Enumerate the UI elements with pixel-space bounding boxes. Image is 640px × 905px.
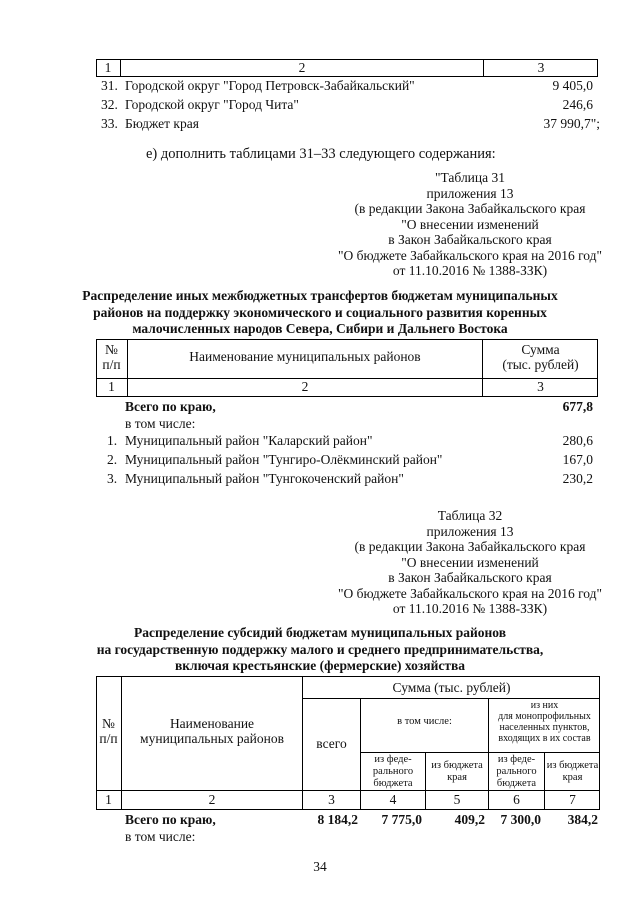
t32-head-total: всего xyxy=(316,736,347,751)
top-row-value: 246,6 xyxy=(562,97,593,112)
top-row-name: Городской округ "Город Чита" xyxy=(125,97,299,112)
t32-total-fed: 7 775,0 xyxy=(381,812,422,827)
t32-col-2: 2 xyxy=(208,792,216,807)
t31-head-num: № п/п xyxy=(102,342,121,372)
t32-total-reg: 409,2 xyxy=(454,812,485,827)
top-col-2: 2 xyxy=(298,60,306,75)
t32-col-3: 3 xyxy=(328,792,335,807)
t32-head-of-them: из них для монопрофильных населенных пунктов, входящих в их состав xyxy=(498,700,591,744)
t31-row-name: Муниципальный район "Каларский район" xyxy=(125,433,373,448)
t32-incl-label: в том числе: xyxy=(125,829,196,844)
t32-total-label: Всего по краю, xyxy=(125,812,216,827)
t32-head-sum: Сумма (тыс. рублей) xyxy=(392,680,511,695)
top-row-num: 33. xyxy=(101,116,118,131)
t32-head-num: № п/п xyxy=(99,716,118,746)
top-col-1: 1 xyxy=(104,60,112,75)
t32-head-fed: из феде- рального бюджета xyxy=(372,754,414,789)
t31-col-3: 3 xyxy=(537,379,544,394)
t31-row-value: 280,6 xyxy=(562,433,593,448)
top-row-value: 9 405,0 xyxy=(552,78,593,93)
top-col-3: 3 xyxy=(537,60,545,75)
t32-head-incl: в том числе: xyxy=(397,716,452,727)
t31-row-num: 2. xyxy=(107,452,118,467)
t31-row-num: 3. xyxy=(107,471,118,486)
t31-title: Распределение иных межбюджетных трансфертов бюджетам муниципальных районов на поддержку экономического и социального развития коренных малочисленных народов Севера, Сибири и Дальнего Востока xyxy=(82,288,558,336)
t31-row-num: 1. xyxy=(107,433,118,448)
top-row-name: Бюджет края xyxy=(125,116,199,131)
t31-row-value: 167,0 xyxy=(562,452,593,467)
t32-appendix: Таблица 32 приложения 13 (в редакции Закона Забайкальского края "О внесении изменений в Закон Забайкальского края "О бюджете Забайкальского края на 2016 год" от 11.10.2016 № 1388-ЗЗК) xyxy=(337,508,603,616)
page-number: 34 xyxy=(313,859,327,874)
t31-head-name: Наименование муниципальных районов xyxy=(189,349,421,364)
t32-title: Распределение субсидий бюджетам муниципальных районов на государственную поддержку малого и среднего предпринимательства, включая крестьянские (фермерские) хозяйства xyxy=(96,625,544,673)
top-row-num: 32. xyxy=(101,97,118,112)
t31-col-2: 2 xyxy=(301,379,309,394)
t32-head-name: Наименование муниципальных районов xyxy=(140,716,284,746)
t32-head-fed2: из феде- рального бюджета xyxy=(496,754,537,789)
t31-col-1: 1 xyxy=(108,379,115,394)
t32-total-all: 8 184,2 xyxy=(317,812,358,827)
t32-col-1: 1 xyxy=(105,792,112,807)
t31-row-name: Муниципальный район "Тунгокоченский район" xyxy=(125,471,404,486)
t31-head-sum: Сумма (тыс. рублей) xyxy=(502,342,579,372)
t31-incl-label: в том числе: xyxy=(125,416,196,431)
t32-col-6: 6 xyxy=(513,792,520,807)
t32-total-fed2: 7 300,0 xyxy=(500,812,541,827)
t32-col-4: 4 xyxy=(389,792,397,807)
t32-total-reg2: 384,2 xyxy=(567,812,598,827)
t32-head-reg2: из бюджета края xyxy=(546,760,599,783)
top-row-name: Городской округ "Город Петровск-Забайкальский" xyxy=(125,78,415,93)
t31-row-value: 230,2 xyxy=(562,471,593,486)
top-row-value: 37 990,7"; xyxy=(543,116,600,131)
t31-row-name: Муниципальный район "Тунгиро-Олёкминский район" xyxy=(125,452,443,467)
t31-total-label: Всего по краю, xyxy=(125,399,216,414)
t31-appendix: "Таблица 31 приложения 13 (в редакции Закона Забайкальского края "О внесении изменений в Закон Забайкальского края "О бюджете Забайкальского края на 2016 год" от 11.10.2016 № 1388-ЗЗК) xyxy=(337,170,603,278)
t31-total-value: 677,8 xyxy=(562,399,593,414)
instruction-text: е) дополнить таблицами 31–33 следующего содержания: xyxy=(146,146,496,162)
t32-col-7: 7 xyxy=(569,792,576,807)
t32-head-reg: из бюджета края xyxy=(431,760,483,783)
top-row-num: 31. xyxy=(101,78,118,93)
t32-col-5: 5 xyxy=(453,792,461,807)
